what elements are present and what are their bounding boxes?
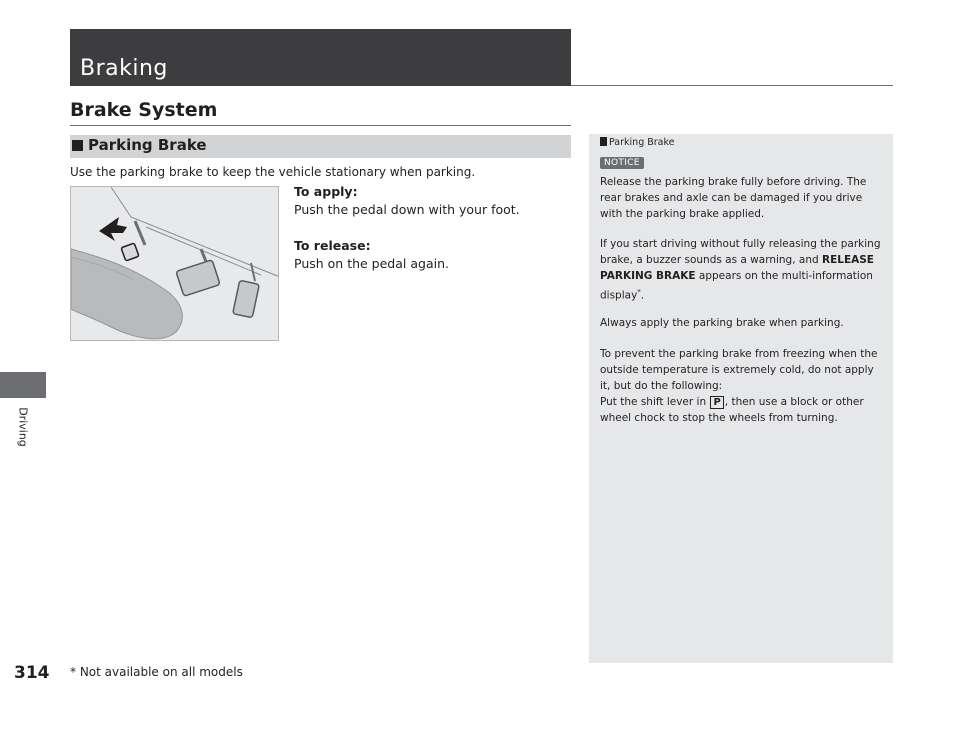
release-heading: To release: (294, 238, 371, 253)
chapter-side-label: Driving (16, 407, 30, 447)
footnote: * Not available on all models (70, 665, 243, 679)
reference-title: Parking Brake (600, 137, 675, 148)
intro-text: Use the parking brake to keep the vehicle stationary when parking. (70, 165, 476, 179)
apply-heading: To apply: (294, 184, 358, 199)
reference-sidebar (589, 134, 893, 663)
warning-paragraph: If you start driving without fully releasing the parking brake, a buzzer sounds as a warning, and RELEASE PARKING BRAKE appears on the multi-information display*. (600, 238, 881, 302)
reference-marker-icon (600, 137, 607, 146)
section-divider (70, 125, 571, 126)
chapter-title: Braking (80, 56, 168, 81)
square-bullet-icon (72, 140, 83, 151)
subsection-title: Parking Brake (88, 136, 207, 154)
page-number: 314 (14, 663, 50, 683)
instructions (294, 183, 520, 273)
parking-brake-illustration (70, 186, 279, 341)
title-divider (571, 85, 893, 86)
always-apply-paragraph: Always apply the parking brake when parking. (600, 317, 844, 329)
foot-pedal-illustration-icon (71, 187, 279, 341)
release-text: Push on the pedal again. (294, 256, 449, 271)
subsection-bar (70, 135, 571, 158)
park-gear-symbol: P (710, 396, 723, 409)
chapter-title-bar (70, 29, 571, 86)
apply-text: Push the pedal down with your foot. (294, 202, 520, 217)
notice-badge: NOTICE (600, 157, 644, 169)
notice-paragraph: Release the parking brake fully before driving. The rear brakes and axle can be damaged if you drive with the parking brake applied. (600, 176, 867, 220)
freezing-paragraph: To prevent the parking brake from freezing when the outside temperature is extremely cold, do not apply it, but do the following: Put the shift lever in P , then use a block or other wheel chock to stop the wheels from turning. (600, 348, 878, 424)
section-title: Brake System (70, 99, 218, 121)
chapter-side-tab (0, 372, 46, 398)
